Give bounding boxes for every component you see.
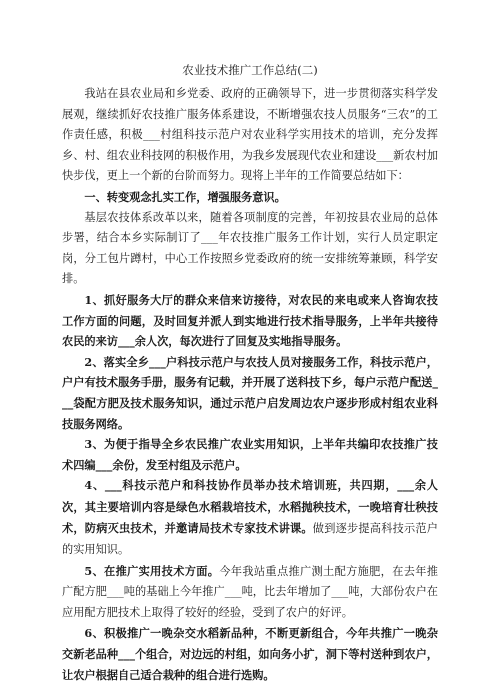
paragraph-background: 基层农技体系改革以来，随着各项制度的完善，年初按县农业局的总体步署，结合本乡实际制订了___年农技推广服务工作计划，实行人员定职定岗，分工包片蹲村，中心工作按照乡党委政府的统一安排统筹兼顾，科学安排。 (62, 210, 438, 286)
bold-run: 5、在推广实用技术方面。 (84, 563, 220, 578)
paragraph-item-3: 3、为便于指导全乡农民推广农业实用知识，上半年共编印农技推广技术四编___余份，发至村组及示范户。 (62, 437, 438, 472)
section-heading-1: 一、转变观念扎实工作，增强服务意识。 (84, 189, 286, 204)
paragraph-item-4 (62, 475, 438, 560)
bold-run: 4、___科技示范户和科技协作员举办技术培训班，共四期，___余人次，其主要培训内容是绿色水稻栽培技术，水稻抛秧技术，一晚培育壮秧技术，防病灭虫技术，并邀请局技术专家技术讲课。 (62, 478, 438, 536)
paragraph-item-2: 2、落实全乡___户科技示范户与农技人员对接服务工作，科技示范户，户户有技术服务手册，服务有记载，并开展了送科技下乡，每户示范户配送___袋配方肥及技术服务知识，通过示范户启发周边农户逐步形成村组农业科技服务网络。 (62, 354, 438, 431)
paragraph-item-5 (62, 561, 438, 624)
paragraph-item-1: 1、抓好服务大厅的群众来信来访接待，对农民的来电或来人咨询农技工作方面的问题，及时回复并派人到实地进行技术指导服务，上半年共接待农民的来访___余人次，每次进行了回复及实地指导服务。 (62, 292, 438, 349)
document-title: 农业技术推广工作总结(二) (182, 63, 318, 77)
normal-run: 今年我站重点推广测土配方施肥，在去年推广配方肥___吨的基础上今年推广___吨，比去年增加了___吨，大部份农户在应用配方肥技术上取得了较好的经验，受到了农户的好评。 (62, 564, 438, 619)
paragraph-item-6: 6、积极推广一晚杂交水稻新品种，不断更新组合，今年共推广一晚杂交新老品种___个组合，对边远的村组，如向务小扩，洞下等村送种到农户，让农户根据自己适合栽种的组合进行选购。 (62, 626, 438, 682)
normal-run: 做到逐步提高科技示范户的实用知识。 (62, 522, 438, 557)
paragraph-intro: 我站在县农业局和乡党委、政府的正确领导下，进一步贯彻落实科学发展观，继续抓好农技推广服务体系建设，不断增强农技人员服务“三农”的工作责任感，积极___村组科技示范户对农业科学实用技术的培训，充分发挥乡、村、组农业科技网的积极作用，为我乡发展现代农业和建设___新农村加快步伐，更上一个新的台阶而努力。现将上半年的工作简要总结如下： (62, 87, 438, 183)
